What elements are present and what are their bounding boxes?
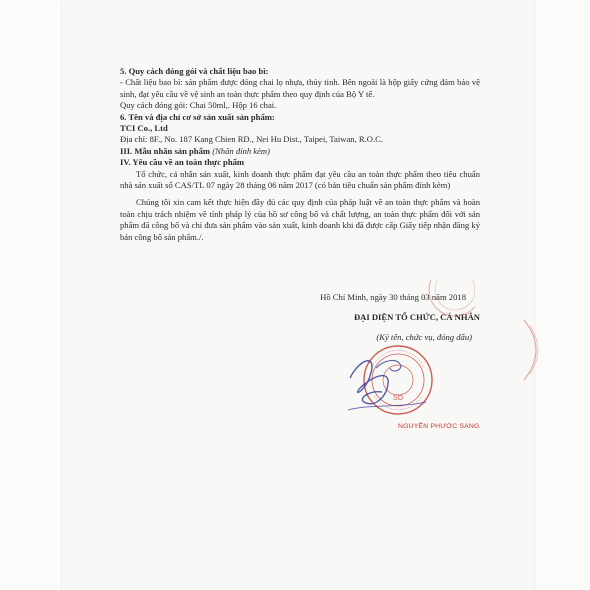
signature-note: (Ký tên, chức vụ, đóng dấu) xyxy=(376,331,472,342)
manufacturer-name: TCI Co., Ltd xyxy=(120,123,168,134)
section-5-heading: 5. Quy cách đóng gói và chất liệu bao bì: xyxy=(120,66,269,76)
signer-name: NGUYỄN PHƯỚC SANG xyxy=(398,423,480,430)
manufacturer-address: Địa chỉ: 8F., No. 187 Kang Chien RD., Nei Hu Dist., Taipei, Taiwan, R.O.C. xyxy=(120,134,383,145)
label-attached-note: (Nhãn đính kèm) xyxy=(212,145,270,156)
stamp-text: SO xyxy=(392,395,404,402)
section-iii-heading: III. Mẫu nhãn sản phẩm xyxy=(120,145,211,156)
section-6-heading: 6. Tên và địa chỉ cơ sở sản xuất sản phẩm: xyxy=(120,111,275,122)
commitment-text: Chúng tôi xin cam kết thực hiện đầy đủ các quy định của pháp luật về an toàn thực phẩm và hoàn toàn chịu trách nhiệm về tính pháp lý của hồ sơ công bố và chất lượng, an toàn thực phẩm đối với sản phẩm đã công bố và chỉ đưa sản phẩm vào sản xuất, kinh doanh khi đã được cấp Giấy tiếp nhận đăng ký bản công bố sản phẩm./. xyxy=(120,197,480,242)
safety-requirement-text: Tổ chức, cá nhân sản xuất, kinh doanh thực phẩm đạt yêu cầu an toàn thực phẩm theo tiêu chuẩn nhà sản xuất số CAS/TL 07 ngày 28 tháng 06 năm 2017 (có bản tiêu chuẩn sản phẩm đính kèm) xyxy=(120,168,480,191)
packaging-material-text: - Chất liệu bao bì: sản phẩm được đóng chai lọ nhựa, thủy tinh. Bên ngoài là hộp giấy cứng đảm bảo vệ sinh, đạt yêu cầu về vệ sinh an toàn thực phẩm theo quy định của Bộ Y tế. xyxy=(120,77,480,99)
representative-title: ĐẠI DIỆN TỔ CHỨC, CÁ NHÂN xyxy=(353,311,480,322)
place-date: Hồ Chí Minh, ngày 30 tháng 03 năm 2018 xyxy=(320,291,466,302)
packaging-spec-text: Quy cách đóng gói: Chai 50ml,. Hộp 16 chai. xyxy=(120,100,277,111)
seal-fragment-edge xyxy=(520,320,550,380)
section-iv-heading: IV. Yêu cầu về an toàn thực phẩm xyxy=(120,157,245,168)
document-body xyxy=(120,66,480,243)
